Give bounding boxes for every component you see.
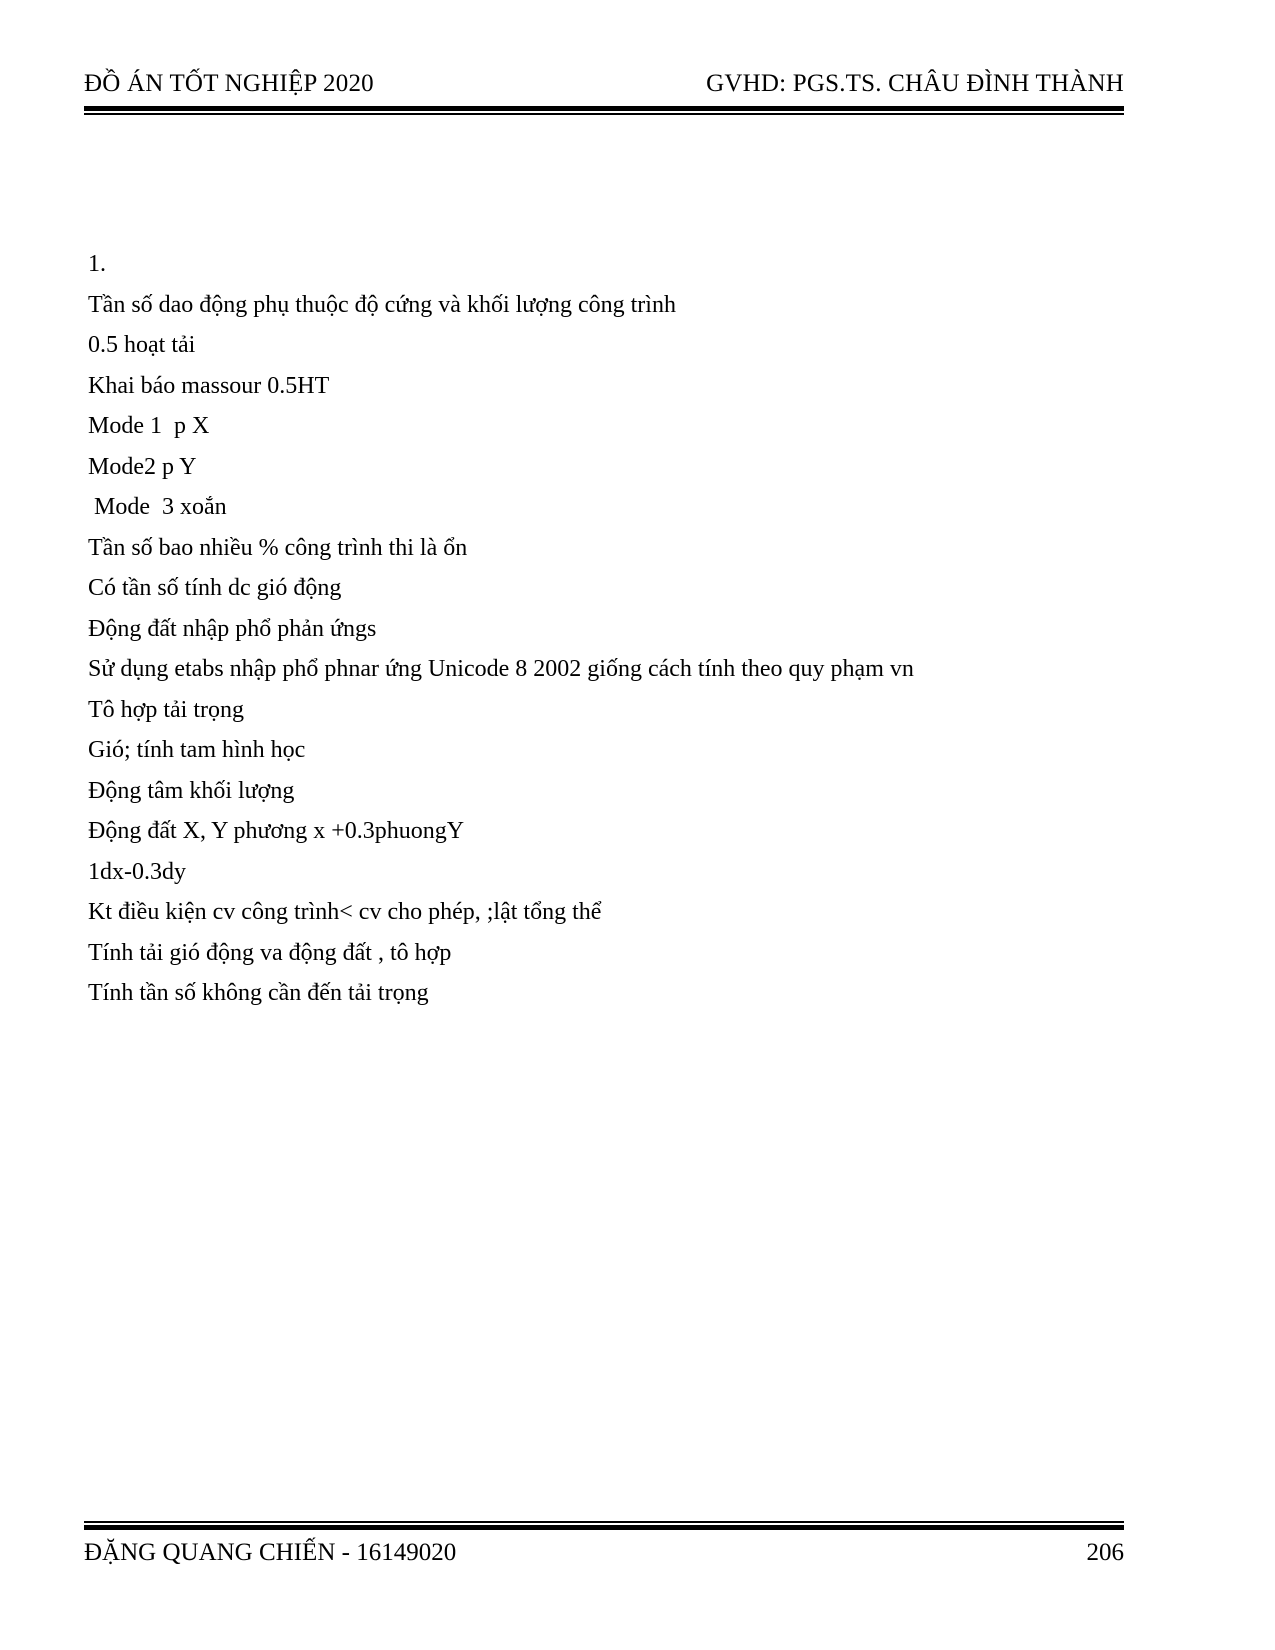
body-line: Tô hợp tải trọng — [88, 696, 244, 723]
body-line: Mode 1 p X — [88, 413, 210, 439]
body-line: Kt điều kiện cv công trình< cv cho phép, ;lật tổng thể — [88, 899, 602, 925]
body-line: Tính tần số không cần đến tải trọng — [88, 980, 429, 1006]
body-line: Động đất nhập phổ phản ứngs — [88, 615, 377, 642]
body-line: Mode 3 xoắn — [88, 494, 227, 520]
body-line: 1dx-0.3dy — [88, 858, 186, 885]
body-line: Gió; tính tam hình học — [88, 737, 306, 763]
footer-author: ĐẶNG QUANG CHIẾN - 16149020 — [84, 1539, 457, 1566]
header-project-title: ĐỒ ÁN TỐT NGHIỆP 2020 — [84, 70, 374, 97]
header-divider-thick — [84, 106, 1124, 111]
body-line: Tần số dao động phụ thuộc độ cứng và khối lượng công trình — [88, 291, 676, 318]
footer-divider-thin — [84, 1521, 1124, 1523]
header-divider-thin — [84, 113, 1124, 115]
body-line: Động đất X, Y phương x +0.3phuongY — [88, 818, 465, 844]
footer-divider — [84, 1521, 1124, 1530]
body-line: 0.5 hoạt tải — [88, 332, 196, 358]
page-header — [84, 68, 1124, 108]
page-number: 206 — [1086, 1539, 1124, 1566]
body-line: Có tần số tính dc gió động — [88, 575, 342, 601]
header-advisor: GVHD: PGS.TS. CHÂU ĐÌNH THÀNH — [706, 70, 1124, 97]
body-line: 1. — [88, 251, 106, 277]
page-body — [88, 244, 1118, 1014]
header-divider — [84, 106, 1124, 115]
body-line: Tần số bao nhiều % công trình thi là ổn — [88, 534, 468, 561]
body-line: Sử dụng etabs nhập phổ phnar ứng Unicode 8 2002 giống cách tính theo quy phạm vn — [88, 656, 914, 682]
body-line: Động tâm khối lượng — [88, 777, 295, 804]
body-line: Khai báo massour 0.5HT — [88, 372, 330, 399]
page-footer — [84, 1537, 1124, 1571]
body-line: Tính tải gió động va động đất , tô hợp — [88, 939, 452, 966]
footer-divider-thick — [84, 1525, 1124, 1530]
body-line: Mode2 p Y — [88, 453, 197, 480]
